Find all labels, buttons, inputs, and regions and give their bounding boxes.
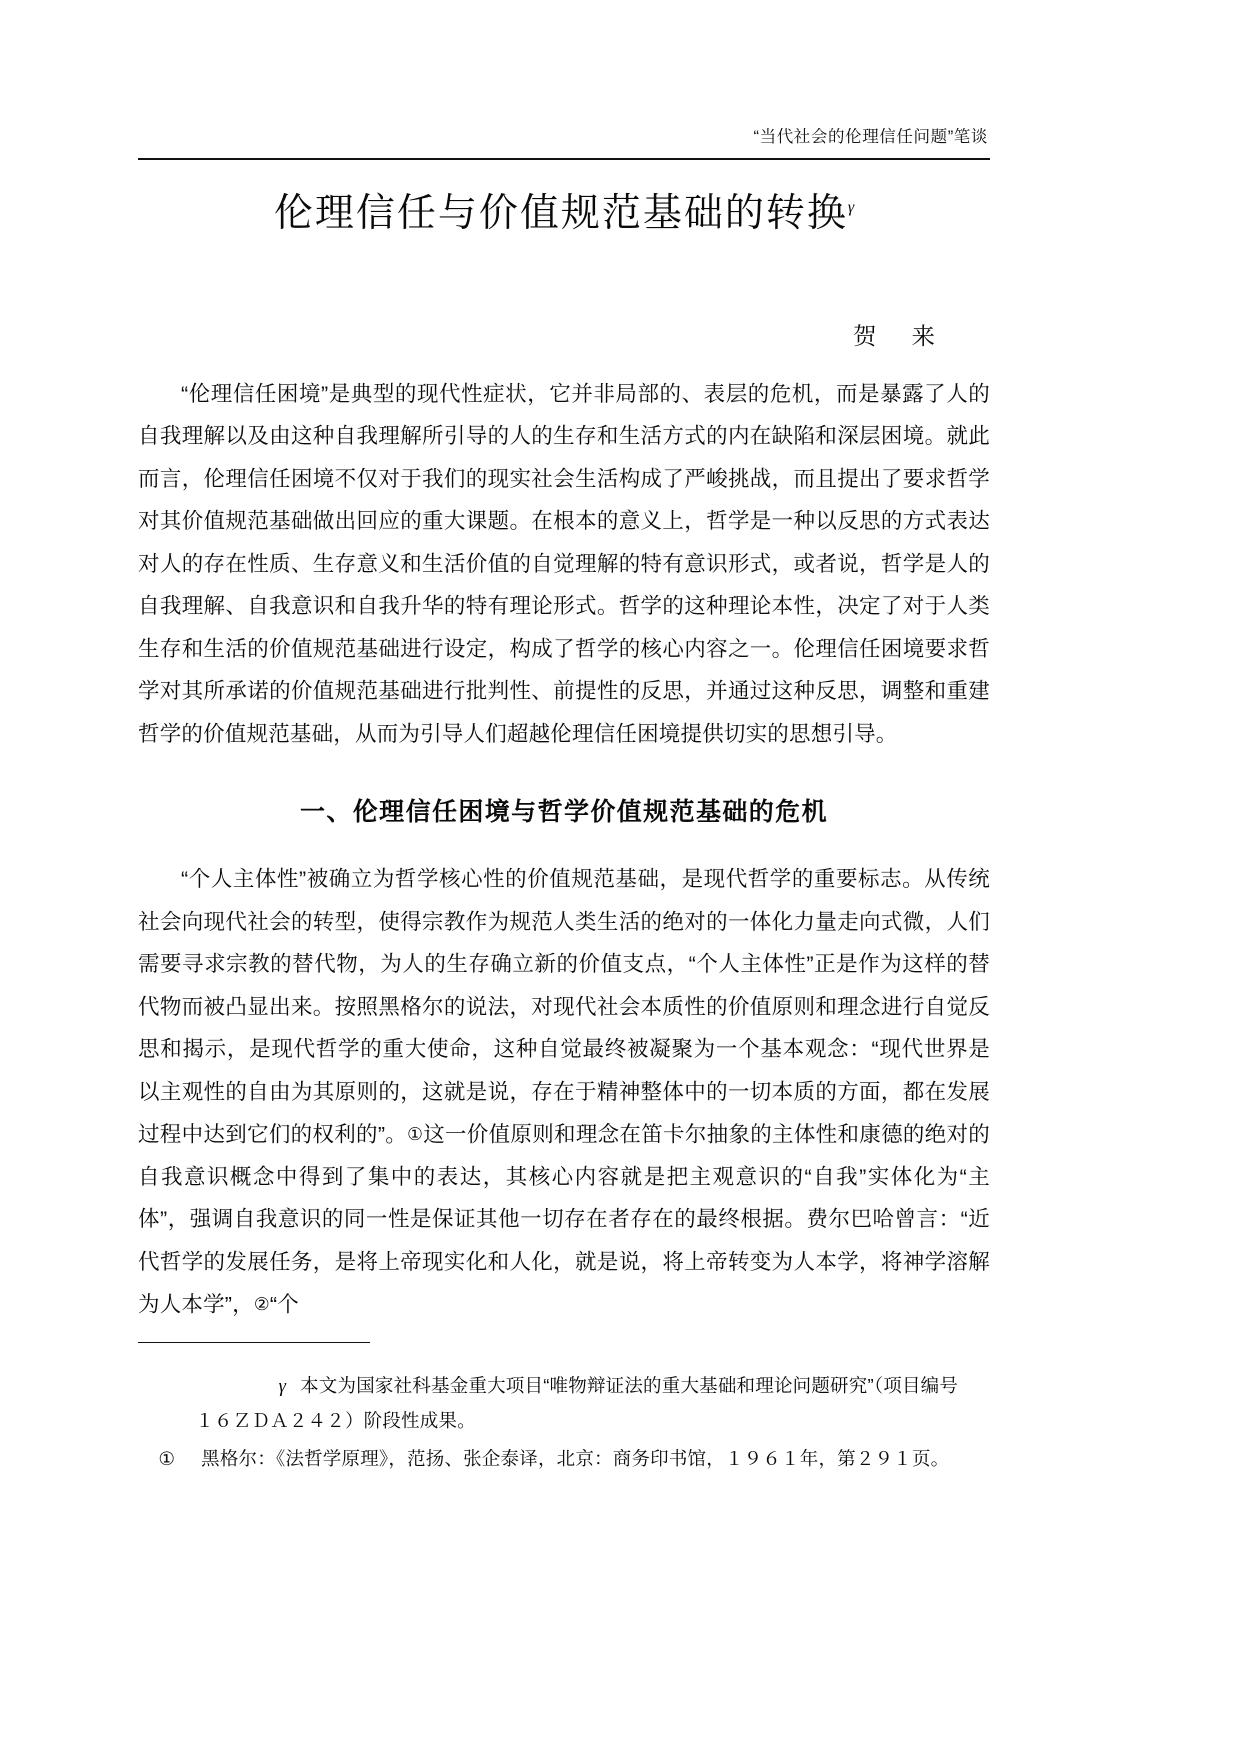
author-given-name: 来 <box>911 322 936 349</box>
author-byline <box>138 317 990 351</box>
footnote-marker-gamma: γ <box>278 1377 287 1398</box>
page-title-text: 伦理信任与价值规范基础的转换 <box>273 191 848 235</box>
running-head: “当代社会的伦理信任问题”笔谈 <box>753 128 988 146</box>
abstract-paragraph: “伦理信任困境”是典型的现代性症状，它并非局部的、表层的危机，而是暴露了人的自我理解以及由这种自我理解所引导的人的生存和生活方式的内在缺陷和深层困境。就此而言，伦理信任困境不仅对于我们的现实社会生活构成了严峻挑战，而且提出了要求哲学对其价值规范基础做出回应的重大课题。在根本的意义上，哲学是一种以反思的方式表达对人的存在性质、生存意义和生活价值的自觉理解的特有意识形式，或者说，哲学是人的自我理解、自我意识和自我升华的特有理论形式。哲学的这种理论本性，决定了对于人类生存和生活的价值规范基础进行设定，构成了哲学的核心内容之一。伦理信任困境要求哲学对其所承诺的价值规范基础进行批判性、前提性的反思，并通过这种反思，调整和重建哲学的价值规范基础，从而为引导人们超越伦理信任困境提供切实的思想引导。 <box>138 381 990 746</box>
footnote-ref-1: ① <box>407 1124 424 1145</box>
footnote-marker-circle-one: ① <box>158 1448 176 1470</box>
footnote-separator-rule <box>138 1342 370 1343</box>
footnote-project-line-2: １６ＺＤＡ２４２）阶段性成果。 <box>195 1410 476 1432</box>
author-surname: 贺 <box>853 322 878 349</box>
footnote-block <box>138 1369 990 1476</box>
footnote-item-citation <box>138 1442 990 1476</box>
body-text-part-1: “个人主体性”被确立为哲学核心性的价值规范基础，是现代哲学的重要标志。从传统社会向现代社会的转型，使得宗教作为规范人类生活的绝对的一体化力量走向式微，人们需要寻求宗教的替代物，为人的生存确立新的价值支点，“个人主体性”正是作为这样的替代物而被凸显出来。按照黑格尔的说法，对现代社会本质性的价值原则和理念进行自觉反思和揭示，是现代哲学的重大使命，这种自觉最终被凝聚为一个基本观念：“现代世界是以主观性的自由为其原则的，这就是说，存在于精神整体中的一切本质的方面，都在发展过程中达到它们的权利的”。 <box>138 867 990 1147</box>
footnote-project-line-1: 本文为国家社科基金重大项目“唯物辩证法的重大基础和理论问题研究”（项目编号 <box>300 1375 959 1397</box>
running-head-rule <box>138 158 990 160</box>
section-body-paragraph <box>138 858 990 1326</box>
footnote-citation-text: 黑格尔：《法哲学原理》，范扬、张企泰译，北京：商务印书馆，１９６１年，第２９１页。 <box>201 1448 950 1470</box>
footnote-ref-2: ② <box>253 1294 270 1315</box>
body-text-part-3: “个 <box>269 1292 299 1317</box>
body-text-part-2: 这一价值原则和理念在笛卡尔抽象的主体性和康德的绝对的自我意识概念中得到了集中的表达，其核心内容就是把主观意识的“自我”实体化为“主体”，强调自我意识的同一性是保证其他一切存在者存在的最终根据。费尔巴哈曾言：“近代哲学的发展任务，是将上帝现实化和人化，就是说，将上帝转变为人本学，将神学溶解为人本学”， <box>138 1122 990 1317</box>
page-title <box>138 190 990 239</box>
footnote-item-project-continued <box>138 1404 990 1438</box>
section-heading-1: 一、伦理信任困境与哲学价值规范基础的危机 <box>299 798 828 827</box>
title-footnote-marker: γ <box>847 198 855 216</box>
footnote-item-project <box>138 1369 990 1404</box>
page-content-column <box>138 0 990 1476</box>
